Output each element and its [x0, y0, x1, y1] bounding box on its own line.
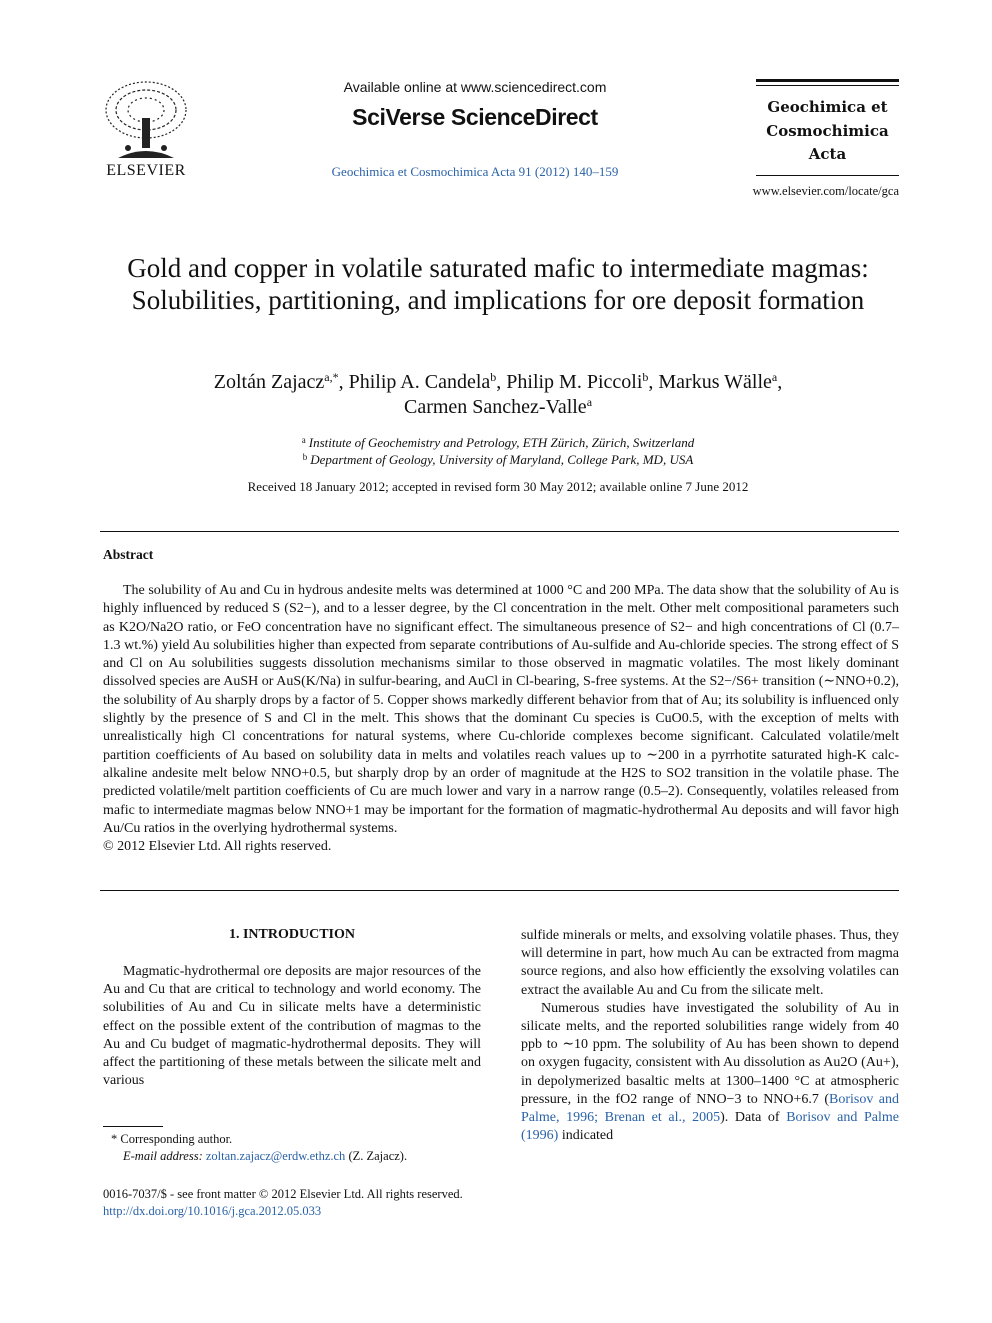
author-mark[interactable]: a	[586, 395, 593, 409]
abstract-copyright: © 2012 Elsevier Ltd. All rights reserved.	[103, 839, 332, 855]
abstract-text: The solubility of Au and Cu in hydrous andesite melts was determined at 1000 °C and 200 MPa. The data show that the solubility of Au is highly influenced by reduced S (S2−), and to a lesser degree, by the Cl concentration in the melt. Other melt compositional parameters such as K2O/Na2O ratio, or FeO concentration have no significant effect. The simultaneous presence of S2− and high concentrations of Cl (0.7–1.3 wt.%) yield Au solubilities higher than expected from separate contributions of Au-sulfide and Au-chloride species. The strong effect of S and Cl on Au solubilities suggests dissolution mechanisms similar to those observed in magmatic volatiles. The most likely dominant dissolved species are AuSH or AuS(K/Na) in sulfur-bearing, and AuCl in Cl-bearing, S-free systems. At the S2−/S6+ transition (∼NNO+0.2), the solubility of Au sharply drops by a factor of 5. Copper shows markedly different behavior from that of Au; its solubility is influenced only slightly by the presence of S and Cl in the melt. This shows that the dominant Cu species is CuO0.5, with the exception of melts with unrealistically high Cl concentrations for natural systems, where Cu-chloride complexes become significant. Calculated volatile/melt partition coefficients of Au based on solubility data in melts and volatiles reach values up to ∼200 in a pyrrhotite saturated high-K calc-alkaline andesite melt below NNO+0.5, but sharply drop by an order of magnitude at the H2S to SO2 transition in the volatile phase. The predicted volatile/melt partition coefficients of Cu are much lower and vary in a narrow range (0.5–2). Consequently, volatiles released from mafic to intermediate magmas below NNO+1 may be important for the formation of magmatic-hydrothermal Au deposits and will favor high Au/Cu ratios in the overlying hydrothermal systems.	[103, 583, 899, 836]
abstract-rule-bottom	[100, 890, 899, 891]
publisher-wordmark: ELSEVIER	[106, 162, 186, 179]
affiliation-mark: a	[301, 435, 306, 445]
available-online-note: Available online at www.sciencedirect.com	[343, 79, 607, 95]
author-list	[100, 370, 896, 420]
footnote	[103, 1131, 481, 1164]
author-email-link[interactable]: zoltan.zajacz@erdw.ethz.ch	[205, 1148, 346, 1163]
author-name[interactable]: Philip M. Piccoli	[506, 371, 643, 393]
email-suffix: (Z. Zajacz).	[348, 1148, 408, 1163]
journal-rule-bottom	[756, 175, 899, 176]
intro-paragraph-2-text: Numerous studies have investigated the solubility of Au in silicate melts, and the reported solubilities range widely from 40 ppb to ∼10 ppm. The solubility of Au has been shown to depend on oxygen fugacity, consistent with Au dissolution as Au2O (Au+), in depolymerized basaltic melts at 1300–1400 °C at atmospheric pressure, in the fO2 range of NNO−3 to NNO+6.7 (Borisov and Palme, 1996; Brenan et al., 2005). Data of Borisov and Palme (1996) indicated	[521, 1000, 899, 1144]
reference-link[interactable]: Borisov and Palme (1996)	[521, 1110, 899, 1144]
author-separator: ,	[496, 371, 507, 393]
right-column	[521, 927, 899, 1145]
author-name[interactable]: Philip A. Candela	[348, 371, 491, 393]
author-separator: ,	[777, 371, 783, 393]
affiliation-text: Institute of Geochemistry and Petrology, ETH Zürich, Zürich, Switzerland	[308, 435, 695, 450]
author-separator: ,	[648, 371, 659, 393]
journal-rule-top	[756, 79, 899, 82]
journal-name-line: Geochimica et	[767, 98, 888, 116]
journal-name-line: Acta	[808, 145, 847, 163]
article-history: Received 18 January 2012; accepted in revised form 30 May 2012; available online 7 June 2012	[247, 479, 749, 494]
author-mark[interactable]: a,*	[324, 370, 339, 384]
affiliations	[100, 434, 896, 468]
journal-name-line: Cosmochimica	[766, 121, 889, 140]
affiliation-text: Department of Geology, University of Maryland, College Park, MD, USA	[310, 452, 694, 467]
intro-paragraph-2	[521, 1000, 899, 1146]
doi-link[interactable]: http://dx.doi.org/10.1016/j.gca.2012.05.033	[103, 1203, 322, 1218]
section-heading-introduction: 1. INTRODUCTION	[228, 927, 355, 942]
journal-name	[756, 96, 899, 167]
abstract-heading: Abstract	[103, 547, 154, 562]
footer	[103, 1186, 603, 1219]
corresponding-author-note: * Corresponding author.	[111, 1132, 233, 1146]
author-mark[interactable]: b	[490, 370, 497, 384]
article-title: Gold and copper in volatile saturated mafic to intermediate magmas: Solubilities, partitioning, and implications for ore deposit formation	[127, 253, 869, 315]
author-mark[interactable]: b	[642, 370, 649, 384]
email-label: E-mail address:	[123, 1148, 203, 1163]
footnote-rule	[103, 1126, 163, 1127]
left-column	[103, 963, 481, 1090]
journal-rule-top-thin	[756, 85, 899, 86]
intro-paragraph-1-continued: sulfide minerals or melts, and exsolving volatile phases. Thus, they will determine in part, how much Au can be extracted from magma source regions, and also how efficiently the exsolving volatiles can extract the available Au and Cu from the silicate melt.	[521, 928, 899, 998]
issn-line: 0016-7037/$ - see front matter © 2012 Elsevier Ltd. All rights reserved.	[103, 1187, 463, 1201]
journal-citation-link[interactable]: Geochimica et Cosmochimica Acta 91 (2012) 140–159	[331, 164, 619, 179]
email-line	[103, 1148, 481, 1165]
author-name[interactable]: Markus Wälle	[658, 371, 772, 393]
journal-homepage-link[interactable]: www.elsevier.com/locate/gca	[752, 184, 899, 198]
intro-paragraph-1: Magmatic-hydrothermal ore deposits are major resources of the Au and Cu that are critical to technology and world economy. The solubilities of Au and Cu in silicate melts have a deterministic effect on the possible extent of the contribution of magmas to the Au and Cu budget of magmatic-hydrothermal deposits. They will affect the partitioning of these metals between the silicate melt and various	[103, 964, 481, 1089]
author-mark[interactable]: a	[771, 370, 778, 384]
reference-link[interactable]: Brenan et al., 2005	[604, 1110, 721, 1126]
abstract-body	[103, 582, 899, 856]
author-name[interactable]: Carmen Sanchez-Valle	[403, 396, 587, 418]
sciencedirect-brand: SciVerse ScienceDirect	[352, 104, 598, 130]
affiliation-item	[100, 451, 896, 468]
author-name[interactable]: Zoltán Zajacz	[213, 371, 325, 393]
abstract-rule-top	[100, 531, 899, 532]
author-separator: ,	[338, 371, 349, 393]
affiliation-mark: b	[302, 452, 308, 462]
reference-link[interactable]: Borisov and Palme, 1996;	[521, 1091, 899, 1126]
affiliation-item	[100, 434, 896, 451]
